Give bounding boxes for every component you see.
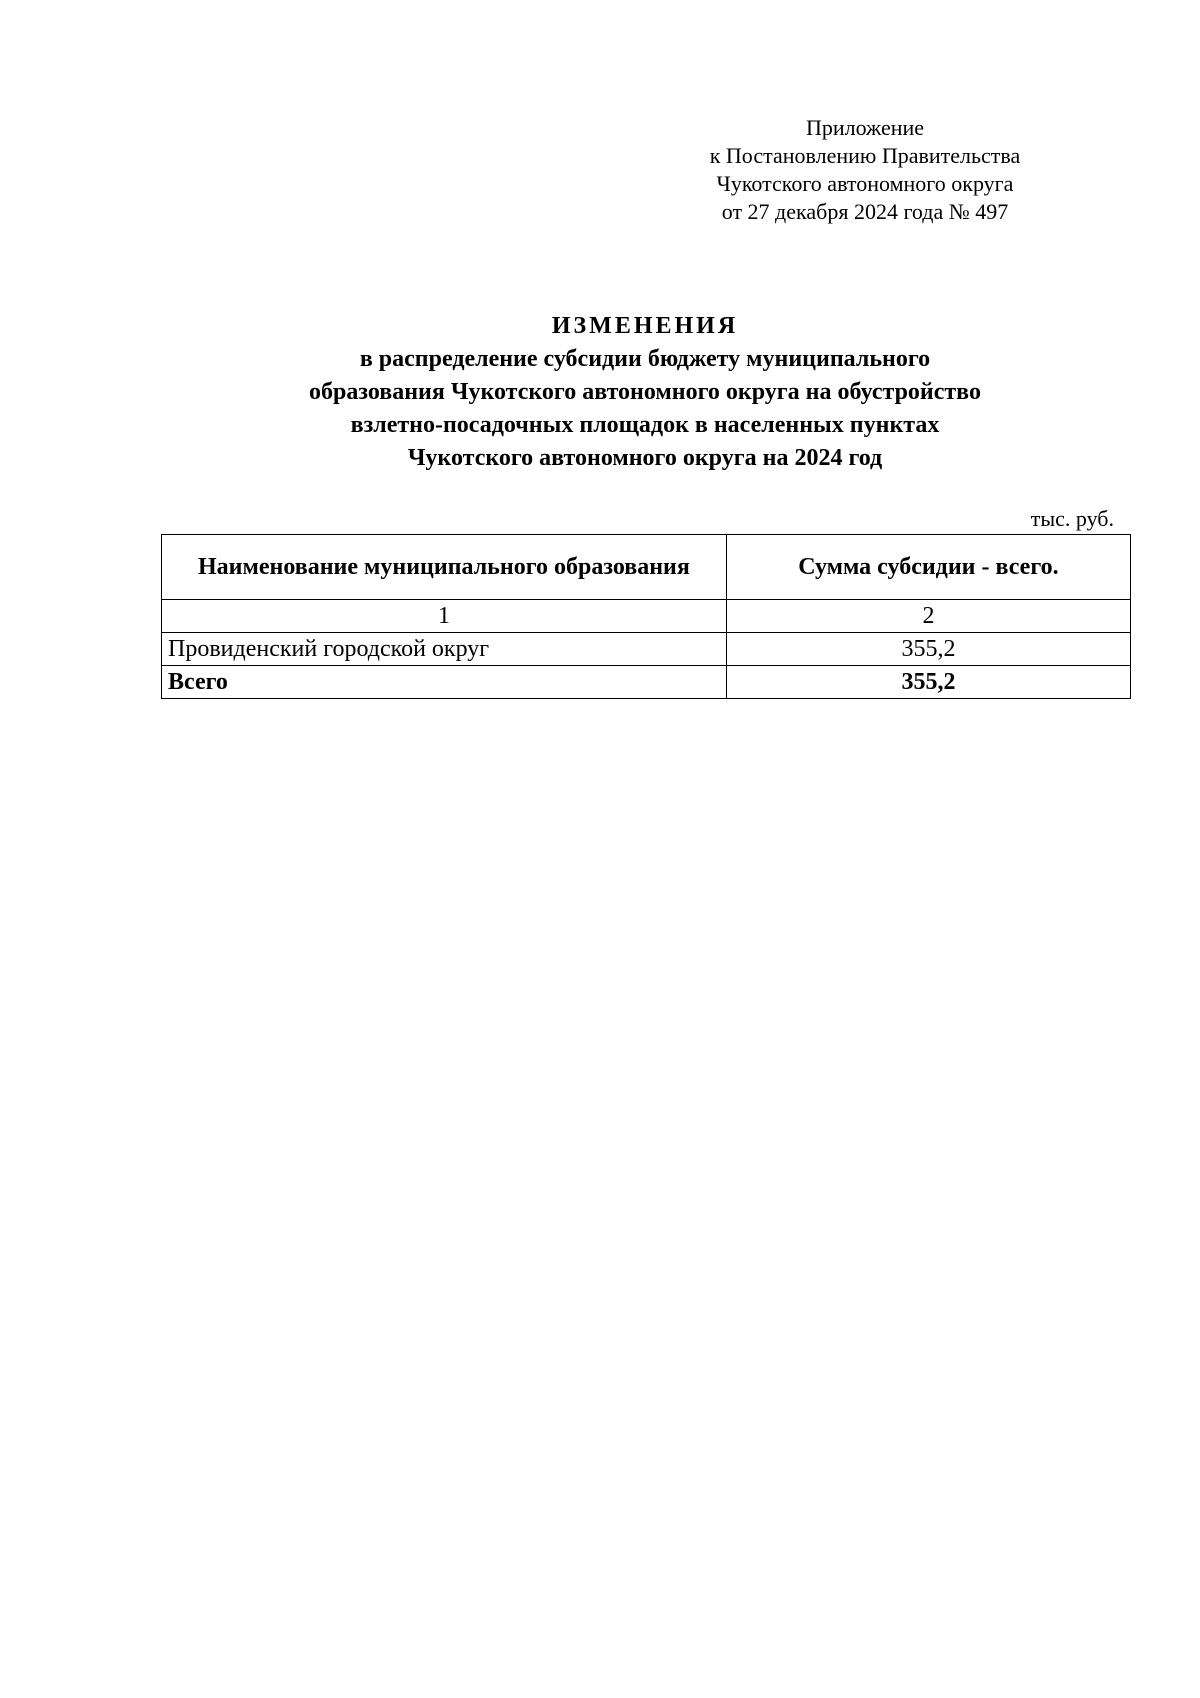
appendix-block bbox=[690, 114, 1040, 226]
total-amount: 355,2 bbox=[726, 666, 1130, 699]
total-label: Всего bbox=[162, 666, 727, 699]
title-main: ИЗМЕНЕНИЯ bbox=[551, 313, 739, 339]
title-line-2: образования Чукотского автономного округа на обустройство bbox=[309, 379, 981, 405]
appendix-line-2: к Постановлению Правительства bbox=[709, 143, 1021, 168]
title-line-3: взлетно-посадочных площадок в населенных пунктах bbox=[350, 412, 940, 438]
appendix-line-3: Чукотского автономного округа bbox=[716, 171, 1014, 196]
subsidy-table bbox=[161, 534, 1131, 699]
header-amount: Сумма субсидии - всего. bbox=[726, 535, 1130, 600]
appendix-line-1: Приложение bbox=[805, 115, 925, 140]
unit-label: тыс. руб. bbox=[1030, 506, 1114, 531]
header-municipality: Наименование муниципального образования bbox=[162, 535, 727, 600]
appendix-line-4: от 27 декабря 2024 года № 497 bbox=[721, 199, 1009, 224]
column-number-2: 2 bbox=[726, 600, 1130, 633]
title-line-1: в распределение субсидии бюджету муниципального bbox=[359, 346, 931, 372]
column-number-row bbox=[162, 600, 1131, 633]
title-line-4: Чукотского автономного округа на 2024 год bbox=[407, 445, 883, 471]
document-title bbox=[150, 310, 1140, 475]
column-number-1: 1 bbox=[162, 600, 727, 633]
row-amount: 355,2 bbox=[726, 633, 1130, 666]
table-row bbox=[162, 633, 1131, 666]
row-municipality-name: Провиденский городской округ bbox=[162, 633, 727, 666]
total-row bbox=[162, 666, 1131, 699]
table-header-row bbox=[162, 535, 1131, 600]
